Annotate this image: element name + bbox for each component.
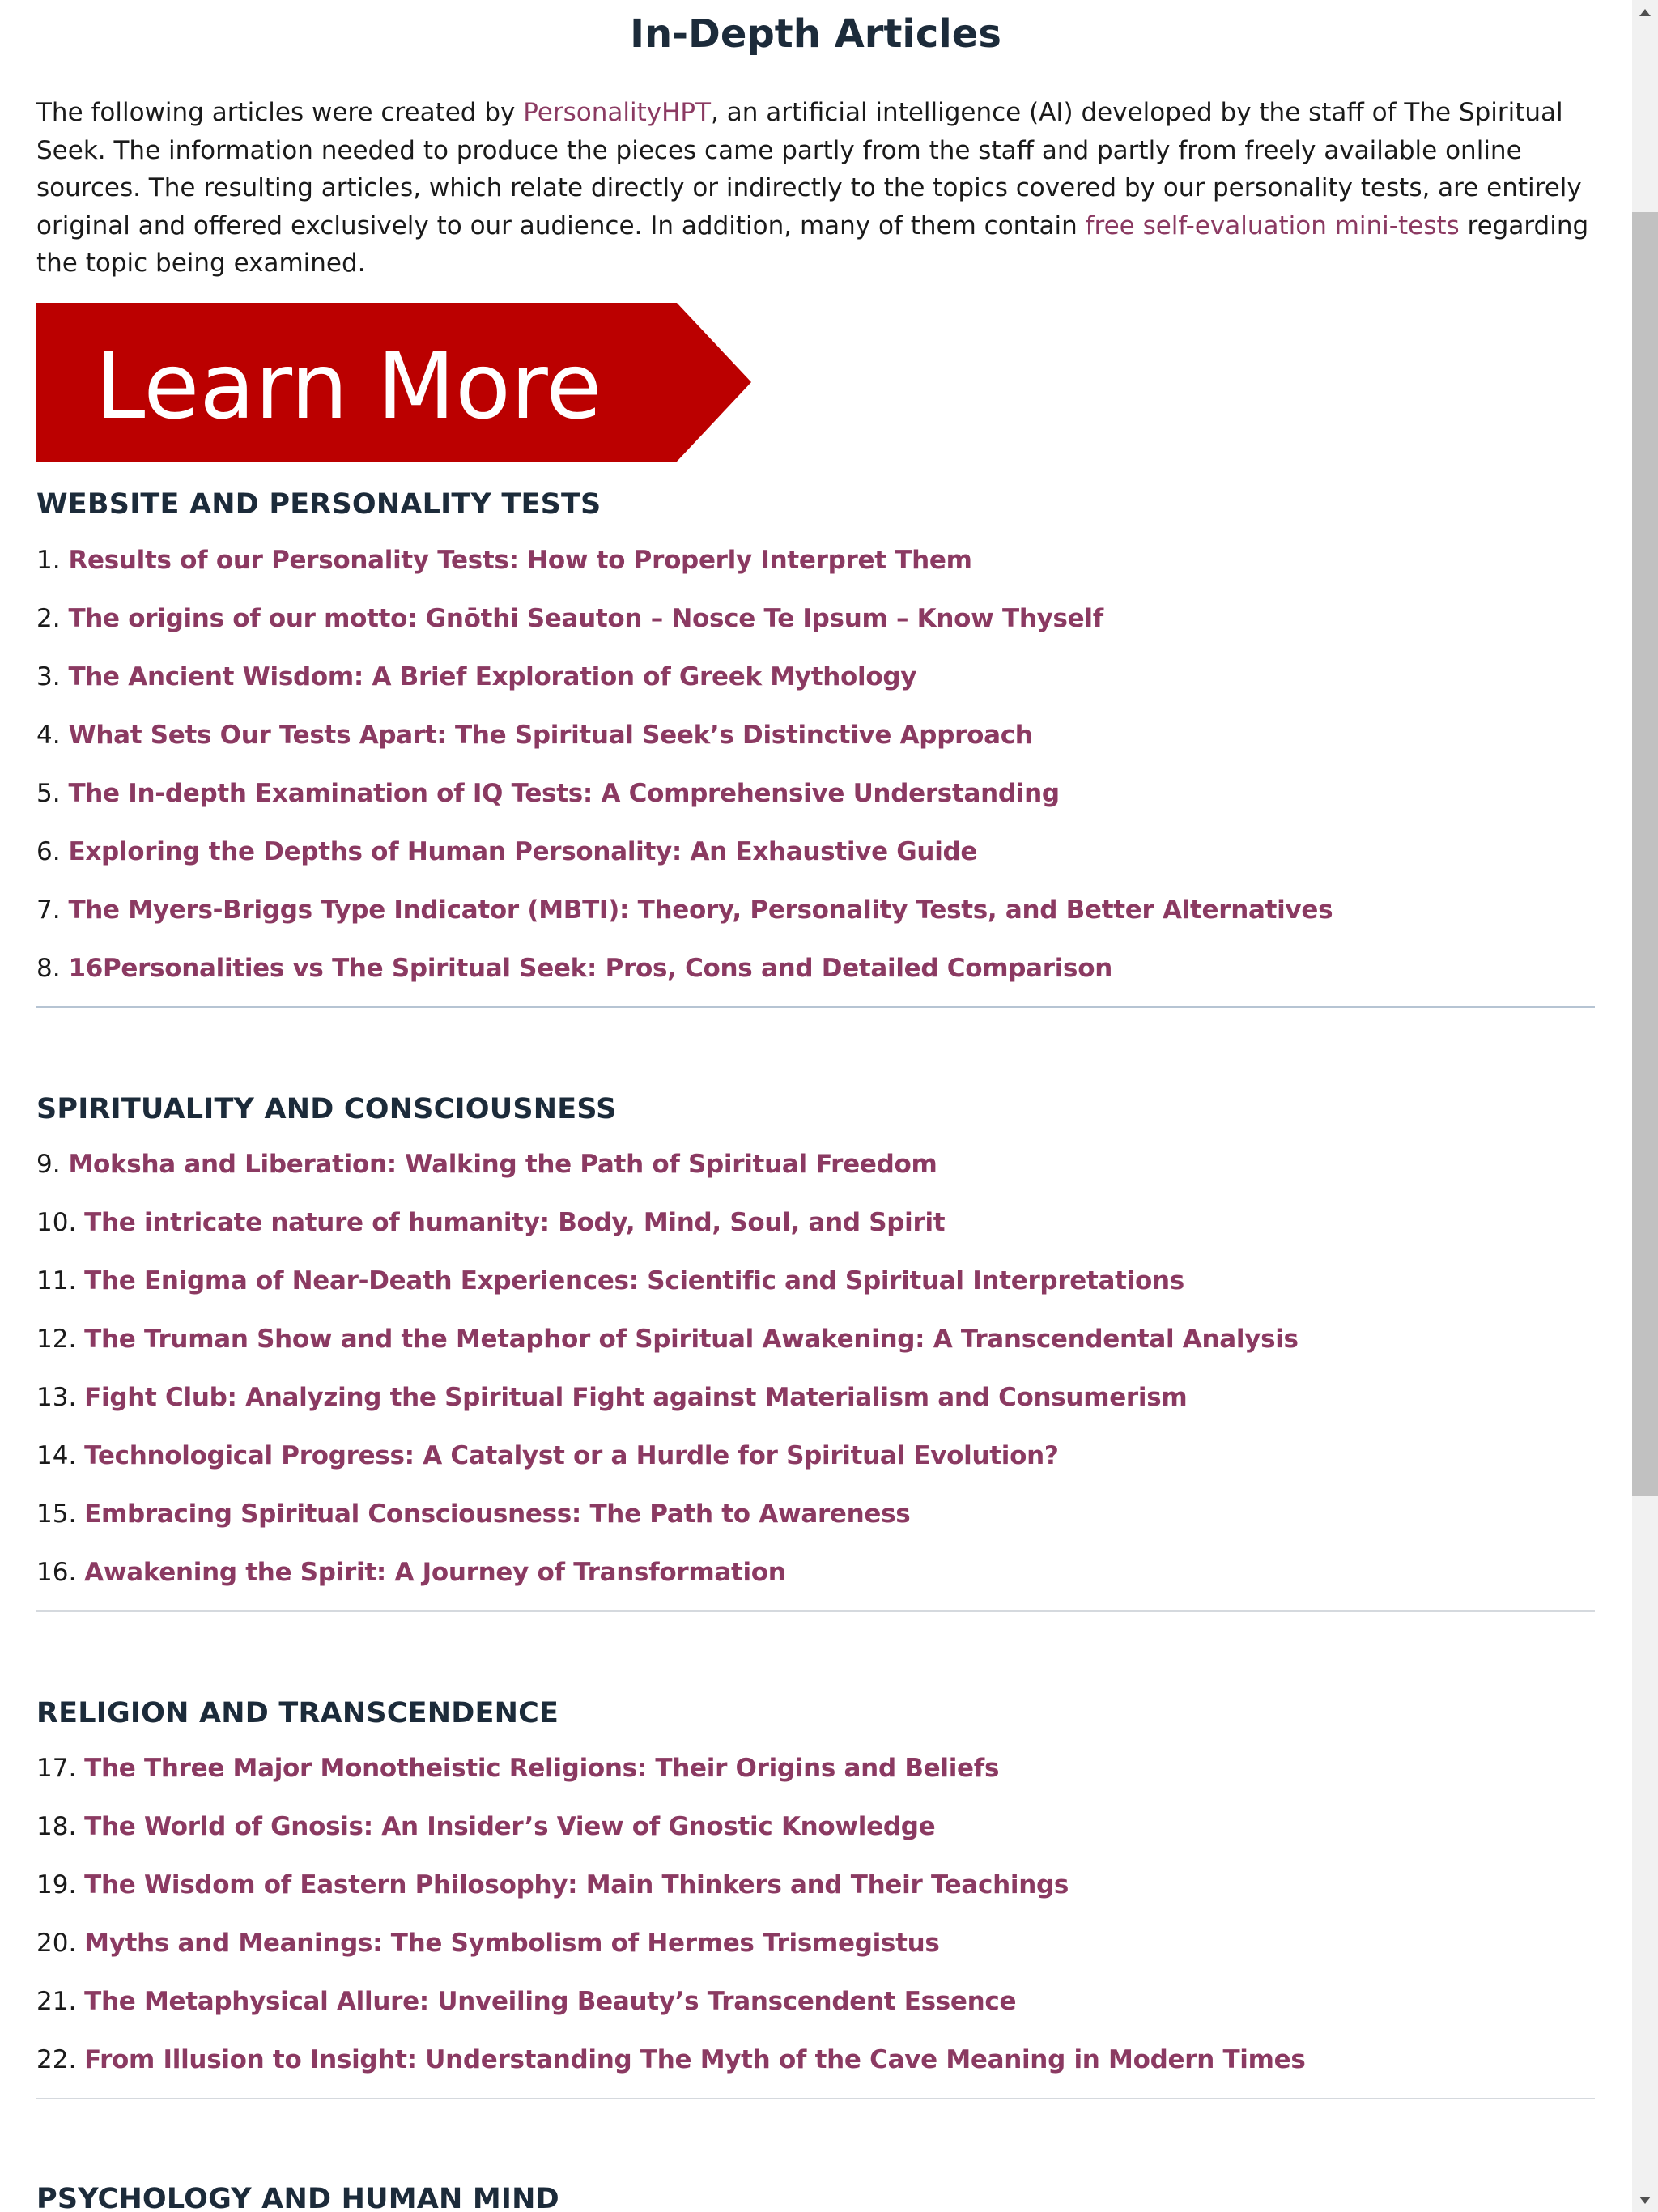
article-number: 9. <box>36 1149 61 1179</box>
article-link[interactable]: The Ancient Wisdom: A Brief Exploration of Greek Mythology <box>68 661 917 691</box>
vertical-scrollbar[interactable] <box>1632 0 1658 2212</box>
article-link[interactable]: What Sets Our Tests Apart: The Spiritual Seek’s Distinctive Approach <box>68 720 1033 750</box>
list-item <box>36 764 1595 823</box>
list-item <box>36 1543 1595 1602</box>
intro-text: regarding the topic being examined. <box>36 211 1589 278</box>
list-item <box>36 531 1595 589</box>
mini-tests-link[interactable]: free self-evaluation mini-tests <box>1085 211 1460 240</box>
article-list <box>36 1135 1595 1602</box>
main-content <box>36 0 1595 2212</box>
article-link[interactable]: Moksha and Liberation: Walking the Path of Spiritual Freedom <box>68 1149 937 1179</box>
article-link[interactable]: 16Personalities vs The Spiritual Seek: Pros, Cons and Detailed Comparison <box>68 953 1112 983</box>
section-divider <box>36 1006 1595 1008</box>
scroll-up-arrow-icon[interactable] <box>1632 0 1658 24</box>
page-title: In-Depth Articles <box>630 11 1001 57</box>
article-number: 15. <box>36 1499 77 1529</box>
section-divider <box>36 2098 1595 2099</box>
section-religion-transcendence <box>36 1695 1595 2099</box>
article-number: 2. <box>36 603 61 633</box>
article-number: 8. <box>36 953 61 983</box>
article-link[interactable]: The Myers-Briggs Type Indicator (MBTI): Theory, Personality Tests, and Better Alternatives <box>68 895 1333 925</box>
list-item <box>36 1797 1595 1856</box>
list-item <box>36 1310 1595 1368</box>
article-link[interactable]: Fight Club: Analyzing the Spiritual Fight against Materialism and Consumerism <box>84 1382 1188 1412</box>
article-list <box>36 1739 1595 2089</box>
section-spirituality-consciousness <box>36 1091 1595 1612</box>
article-number: 21. <box>36 1986 77 2016</box>
list-item <box>36 648 1595 706</box>
intro-paragraph <box>36 94 1595 283</box>
article-link[interactable]: The Metaphysical Allure: Unveiling Beauty’s Transcendent Essence <box>84 1986 1017 2016</box>
intro-text: , an artificial intelligence (AI) developed by the staff of The Spiritual Seek. The information needed to produce the pieces came partly from the staff and partly from freely available online sources. The resulting articles, which relate directly or indirectly to the topics covered by our personality tests, are entirely original and offered exclusively to our audience. In addition, many of them contain <box>36 98 1582 240</box>
section-heading: SPIRITUALITY AND CONSCIOUSNESS <box>36 1092 617 1125</box>
article-number: 6. <box>36 836 61 866</box>
article-link[interactable]: Technological Progress: A Catalyst or a Hurdle for Spiritual Evolution? <box>84 1440 1059 1470</box>
article-number: 3. <box>36 661 61 691</box>
article-link[interactable]: The Truman Show and the Metaphor of Spiritual Awakening: A Transcendental Analysis <box>84 1324 1299 1354</box>
article-number: 7. <box>36 895 61 925</box>
article-number: 16. <box>36 1557 77 1587</box>
learn-more-banner[interactable] <box>36 303 751 462</box>
article-number: 14. <box>36 1440 77 1470</box>
article-number: 1. <box>36 545 61 575</box>
article-number: 4. <box>36 720 61 750</box>
list-item <box>36 939 1595 998</box>
personalityhpt-link[interactable]: PersonalityHPT <box>523 98 712 127</box>
list-item <box>36 881 1595 939</box>
article-number: 11. <box>36 1266 77 1295</box>
section-heading: RELIGION AND TRANSCENDENCE <box>36 1696 559 1729</box>
list-item <box>36 2031 1595 2089</box>
article-number: 22. <box>36 2044 77 2074</box>
article-link[interactable]: The intricate nature of humanity: Body, Mind, Soul, and Spirit <box>84 1207 946 1237</box>
section-website-personality-tests <box>36 486 1595 1008</box>
list-item <box>36 589 1595 648</box>
list-item <box>36 1972 1595 2031</box>
article-number: 13. <box>36 1382 77 1412</box>
section-heading: WEBSITE AND PERSONALITY TESTS <box>36 487 602 521</box>
list-item <box>36 1193 1595 1252</box>
list-item <box>36 706 1595 764</box>
article-number: 12. <box>36 1324 77 1354</box>
article-link[interactable]: Myths and Meanings: The Symbolism of Hermes Trismegistus <box>84 1928 940 1958</box>
list-item <box>36 823 1595 881</box>
article-number: 10. <box>36 1207 77 1237</box>
article-number: 19. <box>36 1870 77 1899</box>
article-link[interactable]: Exploring the Depths of Human Personality: An Exhaustive Guide <box>68 836 978 866</box>
list-item <box>36 1427 1595 1485</box>
article-link[interactable]: The origins of our motto: Gnōthi Seauton – Nosce Te Ipsum – Know Thyself <box>68 603 1103 633</box>
learn-more-label: Learn More <box>95 334 602 440</box>
list-item <box>36 1135 1595 1193</box>
article-number: 5. <box>36 778 61 808</box>
list-item <box>36 1368 1595 1427</box>
section-divider <box>36 1610 1595 1612</box>
learn-more-arrow-shape <box>36 303 751 462</box>
article-link[interactable]: The In-depth Examination of IQ Tests: A Comprehensive Understanding <box>68 778 1060 808</box>
article-number: 18. <box>36 1811 77 1841</box>
list-item <box>36 1739 1595 1797</box>
list-item <box>36 1252 1595 1310</box>
article-link[interactable]: The World of Gnosis: An Insider’s View of Gnostic Knowledge <box>84 1811 936 1841</box>
scrollbar-thumb[interactable] <box>1632 212 1658 1496</box>
intro-text: The following articles were created by <box>36 98 524 127</box>
article-list <box>36 531 1595 998</box>
article-number: 20. <box>36 1928 77 1958</box>
list-item <box>36 1914 1595 1972</box>
section-psychology-human-mind <box>36 2180 1595 2212</box>
article-link[interactable]: From Illusion to Insight: Understanding The Myth of the Cave Meaning in Modern Times <box>84 2044 1306 2074</box>
list-item <box>36 1485 1595 1543</box>
article-link[interactable]: Embracing Spiritual Consciousness: The Path to Awareness <box>84 1499 911 1529</box>
article-link[interactable]: Awakening the Spirit: A Journey of Transformation <box>84 1557 786 1587</box>
scroll-down-arrow-icon[interactable] <box>1632 2188 1658 2212</box>
article-link[interactable]: The Three Major Monotheistic Religions: Their Origins and Beliefs <box>84 1753 1000 1783</box>
section-heading: PSYCHOLOGY AND HUMAN MIND <box>36 2182 559 2212</box>
article-link[interactable]: Results of our Personality Tests: How to Properly Interpret Them <box>68 545 972 575</box>
article-number: 17. <box>36 1753 77 1783</box>
article-link[interactable]: The Enigma of Near-Death Experiences: Scientific and Spiritual Interpretations <box>84 1266 1184 1295</box>
list-item <box>36 1856 1595 1914</box>
article-link[interactable]: The Wisdom of Eastern Philosophy: Main Thinkers and Their Teachings <box>84 1870 1069 1899</box>
